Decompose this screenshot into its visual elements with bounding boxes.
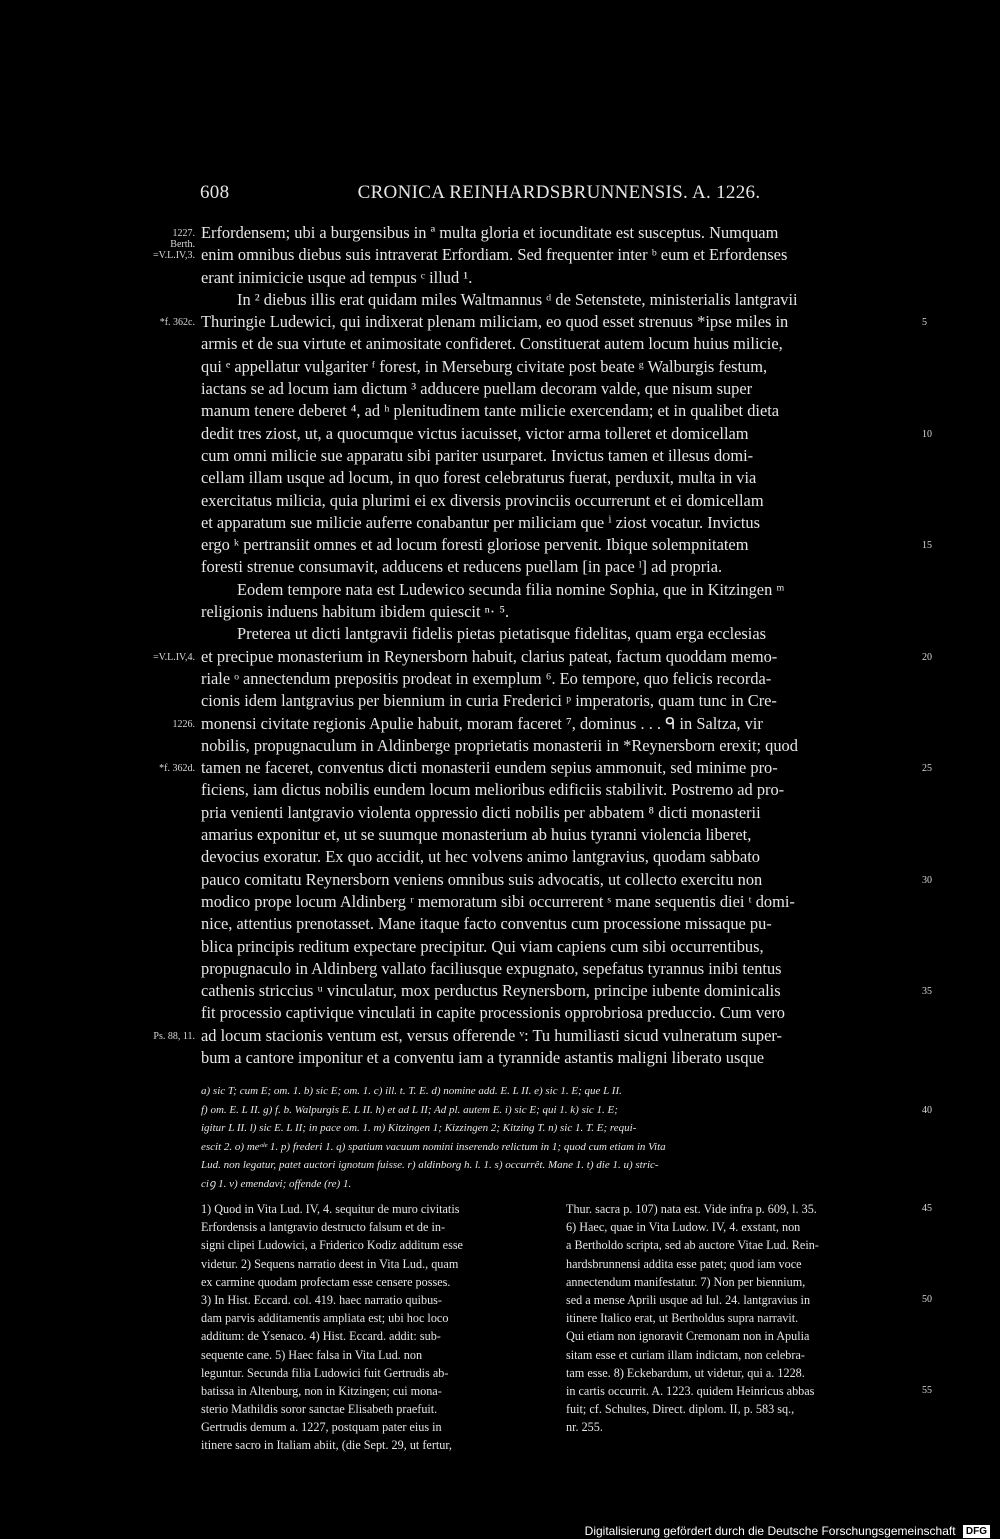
text-line: nobilis, propugnaculum in Aldinberge proprietatis monasterii in *Reynersborn erexit; quod xyxy=(201,735,798,755)
margin-reference: 1226. xyxy=(172,718,195,730)
line-number: 50 xyxy=(922,1294,932,1305)
text-line: tamen ne faceret, conventus dicti monasterii eundem sepius ammonuit, sed minime pro- xyxy=(201,758,778,778)
text-line: enim omnibus diebus suis intraverat Erfordiam. Sed frequenter inter ᵇ eum et Erfordenses xyxy=(201,245,788,265)
text-line: et precipue monasterium in Reynersborn habuit, clarius pateat, factum quoddam memo- xyxy=(201,646,778,666)
variant-note-line: f) om. E. L II. g) f. b. Walpurgis E. L II. h) et ad L II; Ad pl. autem E. i) sic E; qui 1. k) sic 1. E; xyxy=(201,1103,618,1116)
text-line: erant inimicicie usque ad tempus ᶜ illud ¹. xyxy=(201,267,473,287)
text-line: armis et de sua virtute et animositate confideret. Constituerat autem locum huius milicie, xyxy=(201,334,783,354)
main-text xyxy=(201,222,917,1069)
footnote-line: in cartis occurrit. A. 1223. quidem Heinricus abbas xyxy=(566,1383,815,1398)
footnote-line: itinere sacro in Italiam abiit, (die Sept. 29, ut fertur, xyxy=(201,1438,452,1453)
footnote-line: 6) Haec, quae in Vita Ludow. IV, 4. exstant, non xyxy=(566,1220,801,1235)
text-line: fit processio captivique vinculati in capite processionis opprobriosa preduccio. Cum vero xyxy=(201,1003,785,1023)
text-line: pauco comitatu Reynersborn veniens omnibus suis advocatis, ut collecto exercitu non xyxy=(201,869,763,889)
text-line: propugnaculo in Aldinberg vallato faciliusque expugnato, sepefatus tyrannus inibi tentus xyxy=(201,958,782,978)
line-number: 10 xyxy=(922,428,932,440)
variant-note-line: escit 2. o) meᵒˡᵉ 1. p) frederi 1. q) spatium vacuum nomini inserendo relictum in 1; quod cum etiam in Vita xyxy=(201,1140,666,1153)
line-number: 40 xyxy=(922,1104,932,1116)
text-line: dedit tres ziost, ut, a quocumque victus iacuisset, victor arma tolleret et domicellam xyxy=(201,423,749,443)
text-line: ergo ᵏ pertransiit omnes et ad locum foresti gloriose pervenit. Ibique solempnitatem xyxy=(201,535,749,555)
credit-text: Digitalisierung gefördert durch die Deutsche Forschungsgemeinschaft xyxy=(584,1524,956,1538)
footnote-line: sitam esse et curiam illam indictam, non celebra- xyxy=(566,1347,805,1362)
text-line: cionis idem lantgravius per biennium in curia Frederici ᵖ imperatoris, quam tunc in Cre- xyxy=(201,691,777,711)
text-line: monensi civitate regionis Apulie habuit, moram faceret ⁷, dominus . . . ᑫ in Saltza, vir xyxy=(201,713,763,733)
text-line: devocius exoratur. Ex quo accidit, ut hec volvens animo lantgravius, quodam sabbato xyxy=(201,847,760,867)
margin-reference: Berth. xyxy=(170,239,195,251)
footnotes-left-column xyxy=(201,1200,553,1455)
page-number: 608 xyxy=(200,182,230,203)
text-line: Thuringie Ludewici, qui indixerat plenam miliciam, eo quod esset strenuus *ipse miles in xyxy=(201,312,789,332)
margin-reference: *f. 362d. xyxy=(159,763,195,775)
margin-reference: =V.L.IV,4. xyxy=(153,651,195,663)
footnote-line: fuit; cf. Schultes, Direct. diplom. II, p. 583 sq., xyxy=(566,1402,795,1417)
footnote-line: ex carmine quodam profectam esse censere posses. xyxy=(201,1274,451,1289)
variant-apparatus xyxy=(201,1082,917,1193)
footnote-line: sequente cane. 5) Haec falsa in Vita Lud. non xyxy=(201,1347,423,1362)
text-line: Eodem tempore nata est Ludewico secunda filia nomine Sophia, que in Kitzingen ᵐ xyxy=(237,579,785,599)
text-line: riale ᵒ annectendum prepositis prodeat in exemplum ⁶. Eo tempore, quo felicis recorda- xyxy=(201,668,772,688)
line-number: 5 xyxy=(922,317,927,329)
text-line: pria venienti lantgravio violenta oppressio dicti nobilis per abbatem ⁸ dicti monasterii xyxy=(201,802,761,822)
text-line: cum omni milicie sue apparatu sibi pariter usurparet. Invictus tamen et illesus domi- xyxy=(201,445,754,465)
digitization-credit xyxy=(585,1523,990,1539)
footnote-line: Qui etiam non ignoravit Cremonam non in Apulia xyxy=(566,1329,810,1344)
footnote-line: leguntur. Secunda filia Ludowici fuit Gertrudis ab- xyxy=(201,1365,449,1380)
page-header xyxy=(200,182,918,210)
text-line: modico prope locum Aldinberg ʳ memoratum sibi occurrerent ˢ mane sequentis diei ᵗ domi- xyxy=(201,891,795,911)
running-title: CRONICA REINHARDSBRUNNENSIS. A. 1226. xyxy=(357,182,761,203)
margin-reference: Ps. 88, 11. xyxy=(153,1030,195,1042)
footnote-line: a Bertholdo scripta, sed ab auctore Vitae Lud. Rein- xyxy=(566,1238,819,1253)
line-number: 45 xyxy=(922,1203,932,1214)
footnote-line: videtur. 2) Sequens narratio deest in Vita Lud., quam xyxy=(201,1256,459,1271)
text-line: ad locum stacionis ventum est, versus offerende ᵛ: Tu humiliasti sicud vulneratum super- xyxy=(201,1025,782,1045)
text-line: In ² diebus illis erat quidam miles Waltmannus ᵈ de Setenstete, ministerialis lantgravii xyxy=(237,289,798,309)
text-line: cathenis striccius ᵘ vinculatur, mox perductus Reynersborn, principe iubente dominicalis xyxy=(201,981,781,1001)
footnote-line: Gertrudis demum a. 1227, postquam pater eius in xyxy=(201,1420,442,1435)
line-number: 35 xyxy=(922,986,932,998)
footnote-line: additum: de Ysenaco. 4) Hist. Eccard. addit: sub- xyxy=(201,1329,441,1344)
footnote-line: nr. 255. xyxy=(566,1420,603,1435)
dfg-logo: DFG xyxy=(963,1525,990,1538)
text-line: Erfordensem; ubi a burgensibus in ª multa gloria et iocunditate est susceptus. Numquam xyxy=(201,223,779,242)
variant-note-line: ciꝯ 1. v) emendavi; offende (re) 1. xyxy=(201,1177,352,1190)
variant-note-line: a) sic T; cum E; om. 1. b) sic E; om. 1. c) ill. t. T. E. d) nomine add. E. L II. e) sic 1. E; que L II. xyxy=(201,1085,622,1097)
line-number: 20 xyxy=(922,651,932,663)
line-number: 15 xyxy=(922,540,932,552)
footnote-line: annectendum manifestatur. 7) Non per biennium, xyxy=(566,1274,806,1289)
text-line: cellam illam usque ad locum, in quo forest celebraturus fuerat, perduxit, multa in via xyxy=(201,468,757,488)
text-line: qui ᵉ appellatur vulgariter ᶠ forest, in Merseburg civitate post beate ᵍ Walburgis festum, xyxy=(201,356,768,376)
footnote-line: sed a mense Aprili usque ad Iul. 24. lantgravius in xyxy=(566,1292,811,1307)
text-line: foresti strenue consumavit, adducens et reducens puellam [in pace ˡ] ad propria. xyxy=(201,557,723,577)
text-line: exercitatus milicia, quia plurimi ei ex diversis provinciis occurrerunt et ei domicellam xyxy=(201,490,764,510)
footnote-line: sterio Mathildis soror sanctae Elisabeth praefuit. xyxy=(201,1402,438,1417)
margin-reference: 1227. xyxy=(172,228,195,239)
line-number: 30 xyxy=(922,874,932,886)
text-line: bum a cantore imponitur et a conventu iam a tyrannide astantis maligni liberato usque xyxy=(201,1047,765,1067)
footnote-line: signi clipei Ludowici, a Friderico Kodiz additum esse xyxy=(201,1238,463,1253)
footnote-line: 1) Quod in Vita Lud. IV, 4. sequitur de muro civitatis xyxy=(201,1202,460,1216)
variant-note-line: Lud. non legatur, patet auctori ignotum fuisse. r) aldinborg h. l. 1. s) occurrêt. Mane 1. t) die 1. u) stric- xyxy=(201,1159,659,1171)
text-line: et apparatum sue milicie auferre conabantur per miliciam que ⁱ ziost vocatur. Invictus xyxy=(201,512,761,532)
text-line: ficiens, iam dictus nobilis eundem locum melioribus edificiis stabilivit. Postremo ad pro- xyxy=(201,780,785,800)
footnotes-right-column xyxy=(566,1200,918,1436)
text-line: manum tenere deberet ⁴, ad ʰ plenitudinem tante milicie exercendam; et in qualibet dieta xyxy=(201,401,780,421)
margin-reference: =V.L.IV,3. xyxy=(153,250,195,262)
text-line: iactans se ad locum iam dictum ³ adducere puellam decoram valde, que nisum super xyxy=(201,379,753,399)
footnote-line: tam esse. 8) Eckebardum, ut videtur, qui a. 1228. xyxy=(566,1365,805,1380)
text-line: Preterea ut dicti lantgravii fidelis pietas pietatisque fidelitas, quam erga ecclesias xyxy=(237,624,767,644)
footnote-line: hardsbrunnensi addita esse patet; quod iam voce xyxy=(566,1256,802,1271)
line-number: 55 xyxy=(922,1385,932,1396)
text-line: nice, attentius prenotasset. Mane itaque facto conventus cum processione missaque pu- xyxy=(201,914,772,934)
text-line: amarius exponitur et, ut se suumque monasterium ab huius tyranni violencia liberet, xyxy=(201,825,752,845)
footnote-line: batissa in Altenburg, non in Kitzingen; cui mona- xyxy=(201,1383,442,1398)
footnote-line: dam parvis additamentis ampliata est; ubi hoc loco xyxy=(201,1311,449,1326)
variant-note-line: igitur L II. l) sic E. L II; in pace om. 1. m) Kitzingen 1; Kizzingen 2; Kitzing T. n) sic 1. T. E; requi- xyxy=(201,1122,637,1134)
line-number: 25 xyxy=(922,763,932,775)
footnote-line: Erfordensis a lantgravio destructo falsum et de in- xyxy=(201,1220,446,1235)
footnote-line: 3) In Hist. Eccard. col. 419. haec narratio quibus- xyxy=(201,1292,442,1307)
margin-reference: *f. 362c. xyxy=(159,317,195,329)
text-line: religionis induens habitum ibidem quiescit ⁿ· ⁵. xyxy=(201,602,510,622)
footnote-line: itinere Italico erat, ut Bertholdus supra narravit. xyxy=(566,1311,799,1326)
footnote-line: Thur. sacra p. 107) nata est. Vide infra p. 609, l. 35. xyxy=(566,1202,817,1216)
text-line: blica principis reditum expectare precipitur. Qui viam capiens cum sibi occurrentibus, xyxy=(201,936,764,956)
